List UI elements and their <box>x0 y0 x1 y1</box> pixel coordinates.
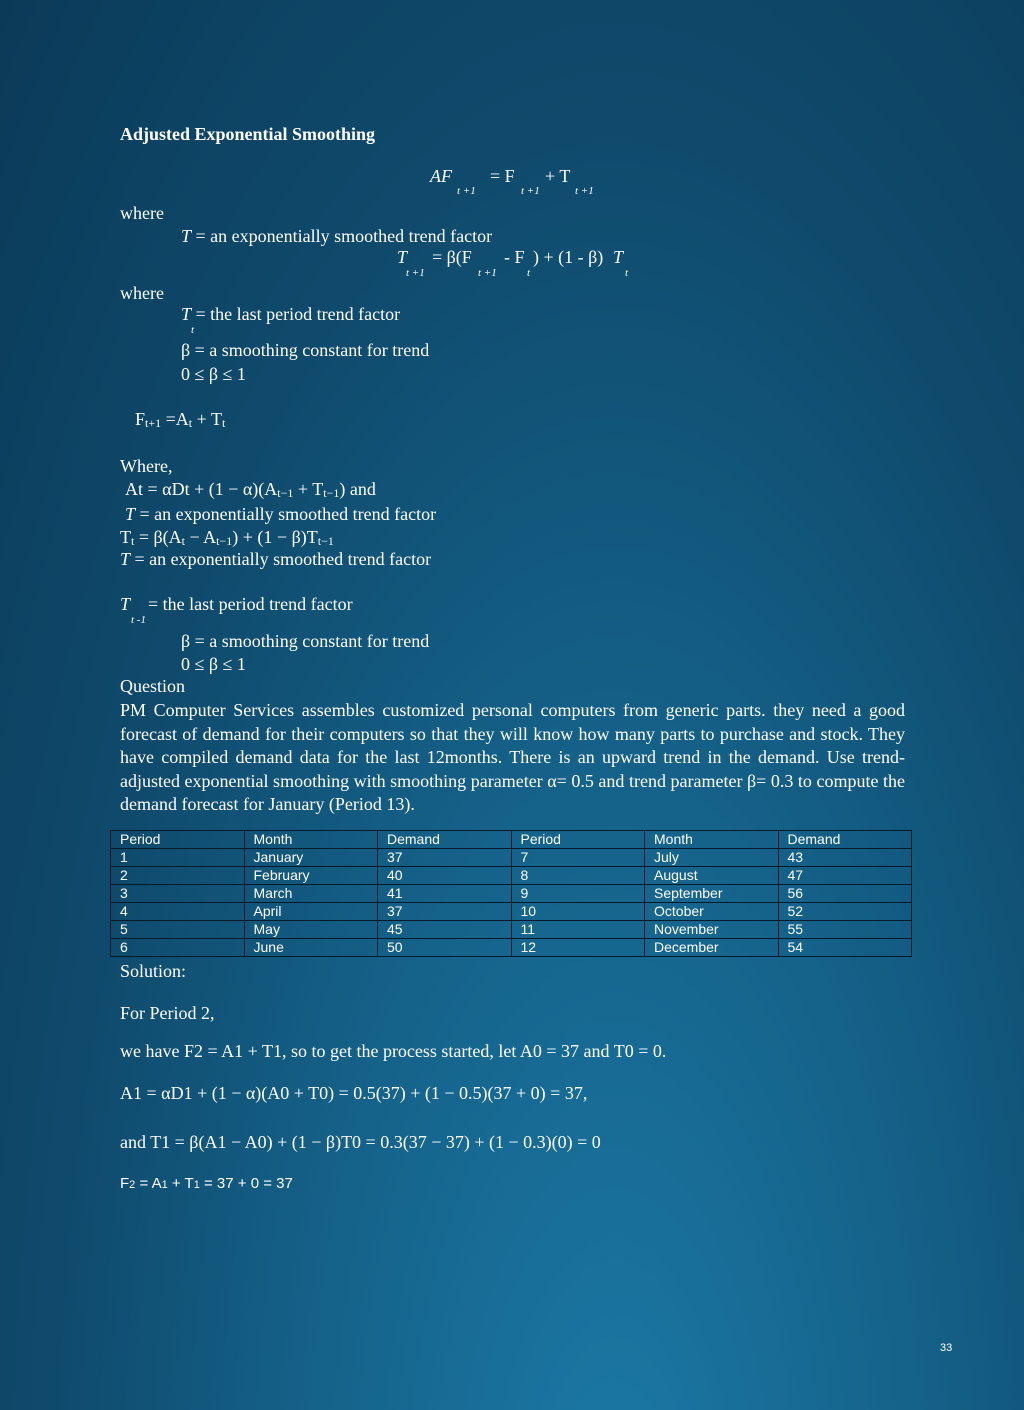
def-trend-factor <box>181 225 492 247</box>
table-cell: 43 <box>778 849 912 867</box>
eq2-sub2: t +1 <box>478 267 497 279</box>
forecast-sub2: t <box>188 416 193 430</box>
table-cell: March <box>244 885 378 903</box>
table-header-row <box>111 831 912 849</box>
table-cell: 47 <box>778 867 912 885</box>
f2-b: = A <box>135 1175 162 1192</box>
def-last-var: T <box>181 304 192 324</box>
tt-d: ) + (1 − β)T <box>232 527 318 547</box>
header-month-1: Month <box>244 831 378 849</box>
def-trend-var: T <box>181 226 192 246</box>
table-cell: February <box>244 867 378 885</box>
table-cell: June <box>244 939 378 957</box>
f2-s3: 1 <box>193 1179 200 1191</box>
page-title: Adjusted Exponential Smoothing <box>120 124 376 144</box>
table-row <box>111 903 912 921</box>
eq1-sub2: t +1 <box>521 185 540 197</box>
question-label: Question <box>120 676 185 696</box>
beta-range-2: 0 ≤ β ≤ 1 <box>181 654 246 674</box>
eq2-sub4: t <box>625 267 629 279</box>
a1-line: A1 = αD1 + (1 − α)(A0 + T0) = 0.5(37) + (1 − 0.5)(37 + 0) = 37, <box>120 1083 588 1103</box>
def-trend3-var: T <box>120 549 131 569</box>
eq1-plus: + T <box>545 166 571 186</box>
table-cell: 4 <box>111 903 245 921</box>
page-number: 33 <box>940 1342 953 1354</box>
forecast-plus: + T <box>192 409 222 429</box>
f2-s2: 1 <box>161 1179 168 1191</box>
eq1-eq: = F <box>490 166 515 186</box>
def-last2-text: = the last period trend factor <box>148 594 353 614</box>
eq2-eq: = β(F <box>432 247 472 267</box>
table-cell: 45 <box>378 921 512 939</box>
at-s2: t−1 <box>323 486 340 500</box>
table-cell: 3 <box>111 885 245 903</box>
table-cell: 56 <box>778 885 912 903</box>
tt-s4: t−1 <box>317 534 334 548</box>
table-row <box>111 885 912 903</box>
at-b: + T <box>293 479 324 499</box>
table-cell: October <box>645 903 779 921</box>
f2-d: = 37 + 0 = 37 <box>199 1175 293 1192</box>
forecast-sub1: t+1 <box>145 416 162 430</box>
eq2-rest: ) + (1 - β) <box>533 247 604 267</box>
eq2-mid: - F <box>504 247 525 267</box>
def-last-trend-2 <box>120 593 353 615</box>
table-cell: July <box>645 849 779 867</box>
table-row <box>111 867 912 885</box>
def-last-trend <box>181 303 400 325</box>
eq2-lhs: T <box>397 247 408 267</box>
tt-s3: t−1 <box>216 534 233 548</box>
forecast-f: F <box>135 409 146 429</box>
demand-table <box>110 830 912 957</box>
def-trend-text: = an exponentially smoothed trend factor <box>191 226 493 246</box>
eq1-sub1: t +1 <box>457 185 476 197</box>
eq1-lhs: AF <box>430 166 452 186</box>
tt-c: − A <box>185 527 217 547</box>
table-cell: 11 <box>511 921 645 939</box>
table-cell: 5 <box>111 921 245 939</box>
header-month-2: Month <box>645 831 779 849</box>
tt-a: T <box>120 527 131 547</box>
tt-s1: t <box>131 534 135 548</box>
f2-s1: 2 <box>129 1179 136 1191</box>
table-row <box>111 939 912 957</box>
table-cell: 7 <box>511 849 645 867</box>
at-c: ) and <box>339 479 376 499</box>
def-last2-sub: t -1 <box>131 614 146 626</box>
at-equation <box>125 478 376 504</box>
start-line: we have F2 = A1 + T1, so to get the process started, let A0 = 37 and T0 = 0. <box>120 1041 667 1061</box>
def-last-text: = the last period trend factor <box>191 304 401 324</box>
f2-a: F <box>120 1175 130 1192</box>
f2-c: + T <box>167 1175 194 1192</box>
t1-line: and T1 = β(A1 − A0) + (1 − β)T0 = 0.3(37 − 37) + (1 − 0.3)(0) = 0 <box>120 1132 601 1152</box>
table-cell: 40 <box>378 867 512 885</box>
table-cell: May <box>244 921 378 939</box>
table-cell: 10 <box>511 903 645 921</box>
forecast-equation <box>135 408 225 434</box>
header-demand-2: Demand <box>778 831 912 849</box>
table-cell: 50 <box>378 939 512 957</box>
question-text: PM Computer Services assembles customized personal computers from generic parts. they need a good forecast of demand for their computers so that they will know how many parts to purchase and stock. They have compiled demand data for the last 12months. There is an upward trend in the demand. Use trend-adjusted exponential smoothing with smoothing parameter α= 0.5 and trend parameter β= 0.3 to compute the demand forecast for January (Period 13). <box>120 700 905 814</box>
def-beta-1: β = a smoothing constant for trend <box>181 340 430 360</box>
eq2-last: T <box>613 247 624 267</box>
table-cell: 12 <box>511 939 645 957</box>
tt-s2: t <box>181 534 185 548</box>
table-cell: 9 <box>511 885 645 903</box>
at-a: At = αDt + (1 − α)(A <box>125 479 278 499</box>
def-trend2-var: T <box>125 504 136 524</box>
solution-label: Solution: <box>120 961 187 981</box>
table-row <box>111 849 912 867</box>
def-trend-factor-2 <box>125 503 436 525</box>
f2-line <box>120 1174 293 1195</box>
header-period-2: Period <box>511 831 645 849</box>
def-trend2-text: = an exponentially smoothed trend factor <box>135 504 437 524</box>
def-trend-factor-3 <box>120 548 431 570</box>
def-last-sub: t <box>191 324 195 336</box>
where-label-3: Where, <box>120 456 173 476</box>
eq2-sub1: t +1 <box>406 267 425 279</box>
table-cell: August <box>645 867 779 885</box>
table-cell: 6 <box>111 939 245 957</box>
table-cell: 52 <box>778 903 912 921</box>
beta-range-1: 0 ≤ β ≤ 1 <box>181 364 246 384</box>
at-s1: t−1 <box>277 486 294 500</box>
tt-b: = β(A <box>134 527 182 547</box>
period-2-label: For Period 2, <box>120 1003 215 1023</box>
table-cell: January <box>244 849 378 867</box>
where-label-1: where <box>120 203 164 223</box>
table-cell: 37 <box>378 903 512 921</box>
table-cell: 37 <box>378 849 512 867</box>
def-beta-2: β = a smoothing constant for trend <box>181 631 430 651</box>
table-cell: September <box>645 885 779 903</box>
forecast-sub3: t <box>221 416 226 430</box>
table-cell: 8 <box>511 867 645 885</box>
eq1-sub3: t +1 <box>575 185 594 197</box>
table-cell: 55 <box>778 921 912 939</box>
header-period-1: Period <box>111 831 245 849</box>
forecast-eq: =A <box>161 409 189 429</box>
table-cell: 1 <box>111 849 245 867</box>
table-cell: December <box>645 939 779 957</box>
def-trend3-text: = an exponentially smoothed trend factor <box>130 549 432 569</box>
table-cell: 41 <box>378 885 512 903</box>
table-row <box>111 921 912 939</box>
def-last2-var: T <box>120 594 131 614</box>
eq2-sub3: t <box>527 267 531 279</box>
header-demand-1: Demand <box>378 831 512 849</box>
table-cell: 2 <box>111 867 245 885</box>
table-cell: November <box>645 921 779 939</box>
table-cell: 54 <box>778 939 912 957</box>
table-cell: April <box>244 903 378 921</box>
where-label-2: where <box>120 283 164 303</box>
